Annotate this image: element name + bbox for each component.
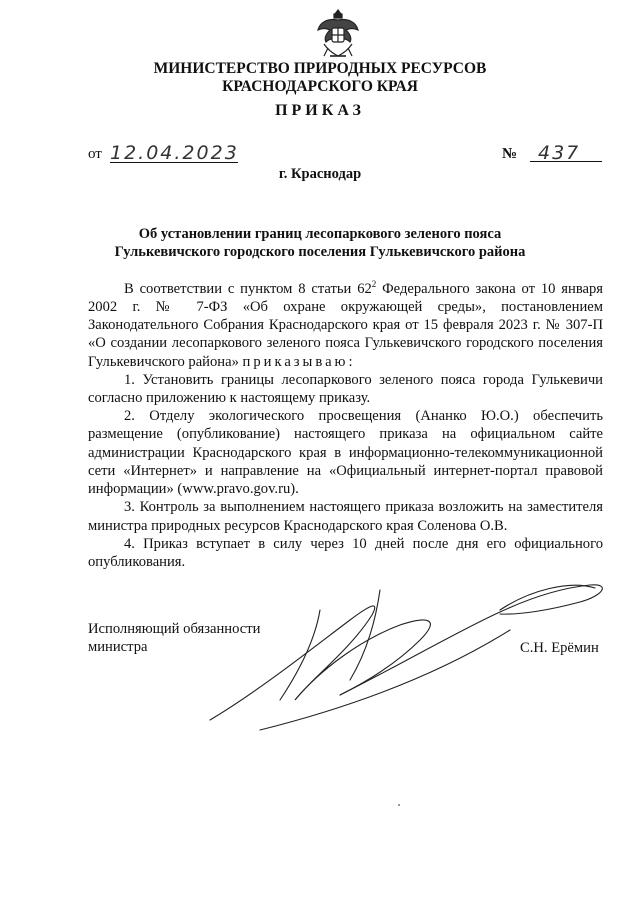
signatory-name: С.Н. Ерёмин [520,640,599,656]
order-item-1: 1. Установить границы лесопаркового зеленого пояса города Гулькевичи согласно приложению к настоящему приказу. [88,371,603,407]
ministry-line-1: МИНИСТЕРСТВО ПРИРОДНЫХ РЕСУРСОВ [153,60,487,77]
subject-line-1: Об установлении границ лесопаркового зеленого пояса [138,226,502,242]
signatory-position-line-1: Исполняющий обязанности [88,621,261,637]
order-subject [0,225,640,261]
preamble-rest: Федерального закона от 10 января 2002 г. № 7-ФЗ «Об охране окружающей среды», постановлением Законодательного Собрания Краснодарского края от 15 февраля 2023 г. № 307-П «О создании лесопаркового зеленого пояса Гулькевичского городского поселения Гулькевичского района» [88,280,603,370]
subject-line-2: Гулькевичского городского поселения Гулькевичского района [114,244,526,260]
preamble-paragraph [88,275,603,371]
coat-of-arms-emblem [314,8,362,60]
date-prefix-label: от [88,146,102,162]
ministry-name [0,60,640,96]
order-date-handwritten: 12.04.2023 [110,142,239,164]
scan-speck [398,804,400,806]
order-number-handwritten: 437 [530,142,602,162]
order-verb: приказываю: [242,353,356,370]
number-label: № [502,146,518,162]
city-label: г. Краснодар [278,166,362,182]
article-superscript: 2 [371,279,377,289]
preamble-start: В соответствии с пунктом 8 статьи 62 [124,280,372,297]
order-body [88,275,603,571]
order-item-2: 2. Отделу экологического просвещения (Ананко Ю.О.) обеспечить размещение (опубликование) настоящего приказа на официальном сайте администрации Краснодарского края в информационно-телекоммуникационной сети «Интернет» и направление на «Официальный интернет-портал правовой информации» (www.pravo.gov.ru). [88,408,603,498]
ministry-line-2: КРАСНОДАРСКОГО КРАЯ [222,78,418,95]
signatory-position-line-2: министра [88,639,148,656]
order-item-3: 3. Контроль за выполнением настоящего приказа возложить на заместителя министра природных ресурсов Краснодарского края Соленова О.В. [88,499,603,534]
order-item-4: 4. Приказ вступает в силу через 10 дней после дня его официального опубликования. [88,535,603,570]
document-type-title: ПРИКАЗ [275,102,365,119]
